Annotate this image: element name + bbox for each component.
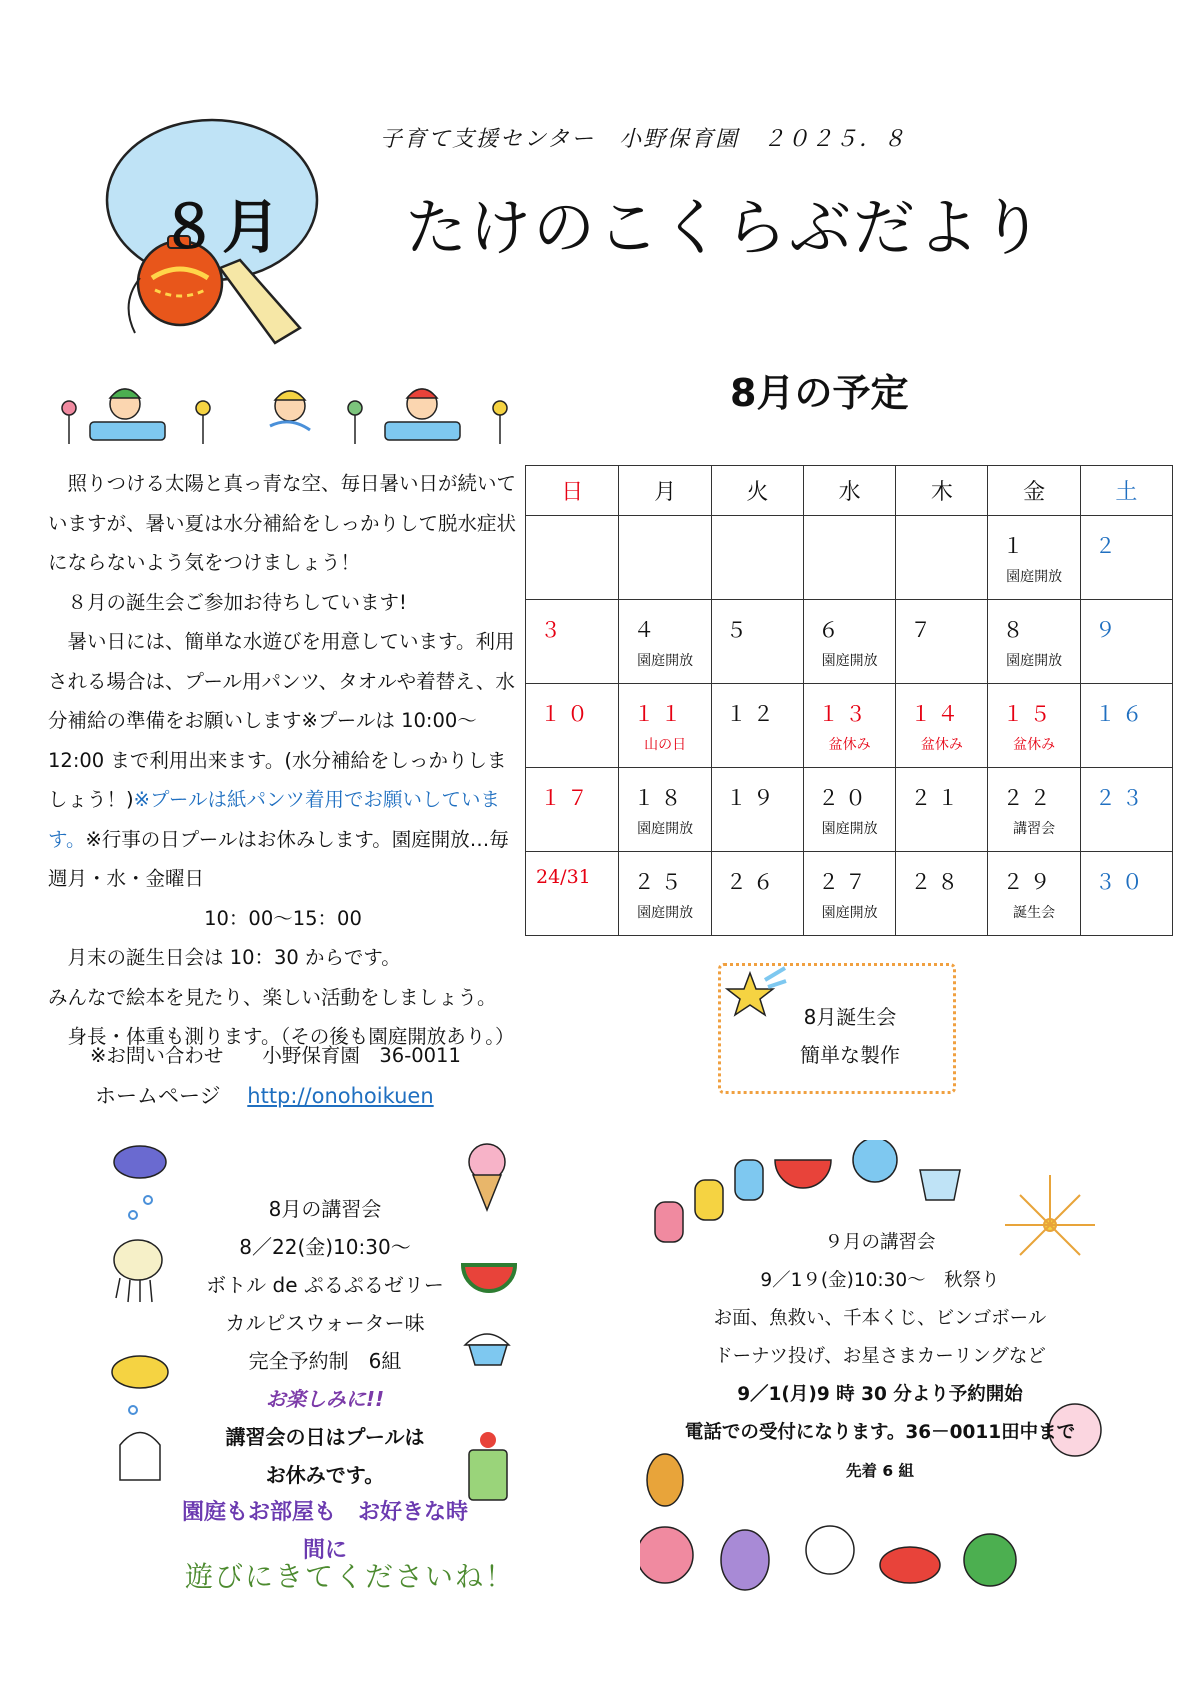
- calendar-day-number: [526, 516, 618, 530]
- schedule-title: 8月の予定: [730, 371, 909, 415]
- weekday-header: 木: [896, 466, 988, 516]
- calendar-day-number: [712, 516, 803, 530]
- weekday-header: 火: [711, 466, 803, 516]
- intro-paragraph: 月末の誕生日会は 10：30 からです。: [67, 946, 401, 969]
- calendar-day-number: ８: [1002, 618, 1030, 642]
- intro-paragraph: みんなで絵本を見たり、楽しい活動をしましょう。: [48, 985, 497, 1009]
- calendar-day-number: ２３: [1094, 786, 1149, 810]
- calendar-day-cell: [526, 852, 619, 936]
- calendar-day-event: 講習会: [1013, 821, 1056, 837]
- calendar-day-number: ３０: [1094, 870, 1149, 894]
- calendar-day-cell: [711, 516, 803, 600]
- homepage-link[interactable]: http://onohoikuen: [247, 1084, 434, 1108]
- calendar-day-number: １０: [540, 702, 594, 726]
- calendar-day-cell: [1080, 684, 1172, 768]
- calendar-day-number: ２９: [1002, 870, 1057, 894]
- calendar-day-number: [804, 516, 895, 530]
- calendar-weekday-row: [526, 466, 1173, 516]
- calendar-day-number: ５: [725, 618, 753, 642]
- calendar-day-cell: [619, 768, 711, 852]
- calendar-day-cell: [619, 684, 711, 768]
- calendar-day-number: １: [1002, 534, 1030, 558]
- calendar-day-event: 園庭開放: [1006, 569, 1063, 585]
- calendar-day-number: １８: [633, 786, 688, 810]
- workshop-date: 9／1９(金)10:30～ 秋祭り: [760, 1270, 1000, 1291]
- calendar-day-number: ６: [817, 618, 845, 642]
- calendar-day-event: 山の日: [644, 737, 687, 753]
- calendar-day-number: ３: [540, 618, 567, 642]
- weekday-header: 月: [619, 466, 711, 516]
- calendar-day-cell: [619, 600, 711, 684]
- intro-paragraph: ８月の誕生会ご参加お待ちしています!: [67, 590, 407, 614]
- calendar-day-cell: [803, 852, 895, 936]
- workshop-activities: ドーナツ投げ、お星さまカーリングなど: [714, 1346, 1046, 1367]
- workshop-pool-note: 講習会の日はプールは: [225, 1425, 425, 1449]
- calendar-day-cell: [711, 684, 803, 768]
- month-label: ８月: [160, 193, 285, 261]
- calendar-day-event: 盆休み: [920, 737, 963, 753]
- calendar-day-cell: [526, 600, 619, 684]
- garden-open-hours: 10：00～15：00: [204, 906, 362, 930]
- calendar-day-number: 24/31: [536, 866, 591, 888]
- calendar-day-cell: [526, 768, 619, 852]
- calendar-day-cell: [988, 516, 1080, 600]
- workshop-date: 8／22(金)10:30～: [239, 1235, 411, 1259]
- calendar-day-number: １６: [1094, 702, 1149, 726]
- calendar-day-cell: [988, 600, 1080, 684]
- workshop-fun-note: お楽しみに!!: [265, 1387, 385, 1411]
- calendar-day-number: １４: [910, 702, 965, 726]
- calendar-day-event: 園庭開放: [1006, 653, 1063, 669]
- calendar-day-event: 園庭開放: [821, 821, 878, 837]
- calendar-day-number: ７: [910, 618, 938, 642]
- calendar-day-cell: [1080, 600, 1172, 684]
- calendar-day-event: 園庭開放: [821, 905, 878, 921]
- sea-creatures-illustration: [108, 1140, 178, 1520]
- calendar-day-event: 盆休み: [1013, 737, 1056, 753]
- calendar-day-cell: [803, 768, 895, 852]
- calendar-day-cell: [711, 600, 803, 684]
- calendar-day-cell: [896, 852, 988, 936]
- calendar-day-cell: [988, 852, 1080, 936]
- calendar-day-cell: [619, 516, 711, 600]
- calendar-day-cell: [526, 684, 619, 768]
- come-play-message: 遊びにきてくださいね！: [185, 1560, 516, 1593]
- calendar-day-event: 園庭開放: [637, 905, 694, 921]
- calendar-day-cell: [988, 684, 1080, 768]
- birthday-line: 簡単な製作: [800, 1043, 900, 1067]
- calendar-day-number: ２８: [910, 870, 965, 894]
- calendar-day-number: ４: [633, 618, 661, 642]
- calendar-day-cell: [803, 516, 895, 600]
- calendar-day-number: ２６: [725, 870, 780, 894]
- weekday-header: 水: [803, 466, 895, 516]
- calendar-week-row: [526, 516, 1173, 600]
- workshop-name: ボトル de ぷるぷるゼリー: [206, 1273, 444, 1297]
- workshop-invite: 園庭もお部屋も お好きな時間に: [181, 1500, 468, 1563]
- intro-text-block: [48, 464, 518, 1057]
- calendar-week-row: [526, 684, 1173, 768]
- calendar-day-number: １１: [633, 702, 688, 726]
- workshop-phone: 電話での受付になります。36－0011田中まで: [684, 1422, 1076, 1443]
- calendar-day-cell: [803, 684, 895, 768]
- calendar-day-event: 園庭開放: [637, 653, 694, 669]
- calendar-day-number: [619, 516, 710, 530]
- calendar-day-number: ２７: [817, 870, 872, 894]
- newsletter-title: たけのこくらぶだより: [405, 191, 1046, 264]
- kids-water-play-illustration: [55, 378, 525, 450]
- calendar-day-cell: [896, 768, 988, 852]
- pool-diaper-note: ※プールは紙パンツ着用でお願いしています。: [48, 788, 500, 851]
- august-calendar: [525, 465, 1173, 936]
- calendar-day-cell: [619, 852, 711, 936]
- workshop-limit: 先着 6 組: [845, 1462, 915, 1480]
- calendar-day-number: １３: [817, 702, 872, 726]
- header-subtitle: 子育て支援センター 小野保育園 ２０２５．８: [380, 127, 908, 152]
- september-workshop: [660, 1224, 1100, 1490]
- calendar-day-number: ２２: [1002, 786, 1057, 810]
- calendar-day-cell: [711, 768, 803, 852]
- calendar-day-event: 盆休み: [828, 737, 871, 753]
- intro-paragraph: 身長・体重も測ります。（その後も園庭開放あり。）: [67, 1025, 515, 1048]
- calendar-day-number: １７: [540, 786, 594, 810]
- workshop-reservation: 9／1(月)9 時 30 分より予約開始: [737, 1384, 1023, 1405]
- calendar-day-cell: [988, 768, 1080, 852]
- calendar-day-cell: [1080, 516, 1172, 600]
- calendar-week-row: [526, 768, 1173, 852]
- calendar-day-number: １９: [725, 786, 780, 810]
- calendar-day-cell: [896, 600, 988, 684]
- weekday-header: 金: [988, 466, 1080, 516]
- calendar-day-number: [896, 516, 987, 530]
- workshop-pool-note: お休みです。: [265, 1463, 385, 1487]
- calendar-day-cell: [1080, 852, 1172, 936]
- calendar-day-number: ２: [1094, 534, 1122, 558]
- workshop-title: 8月の講習会: [268, 1197, 382, 1221]
- calendar-day-cell: [1080, 768, 1172, 852]
- workshop-activities: お面、魚救い、千本くじ、ビンゴボール: [713, 1308, 1047, 1329]
- workshop-name: カルピスウォーター味: [225, 1311, 425, 1335]
- calendar-day-cell: [803, 600, 895, 684]
- homepage-info: ホームページ http://onohoikuen: [95, 1084, 434, 1108]
- august-workshop: [175, 1190, 475, 1570]
- weekday-header: 日: [526, 466, 619, 516]
- calendar-day-number: １５: [1002, 702, 1057, 726]
- birthday-line: 8月誕生会: [803, 1005, 897, 1029]
- calendar-day-number: １２: [725, 702, 780, 726]
- intro-paragraph: 照りつける太陽と真っ青な空、毎日暑い日が続いていますが、暑い夏は水分補給をしっかりして脱水症状にならないよう気をつけましょう！: [48, 472, 517, 574]
- calendar-day-event: 誕生会: [1013, 905, 1056, 921]
- workshop-title: ９月の講習会: [824, 1232, 936, 1253]
- calendar-week-row: [526, 852, 1173, 936]
- weekday-header: 土: [1080, 466, 1172, 516]
- workshop-capacity: 完全予約制 6組: [248, 1349, 402, 1373]
- calendar-day-number: ２５: [633, 870, 688, 894]
- calendar-day-cell: [526, 516, 619, 600]
- calendar-week-row: [526, 600, 1173, 684]
- calendar-day-event: 園庭開放: [821, 653, 878, 669]
- calendar-day-number: ２１: [910, 786, 965, 810]
- intro-paragraph: 暑い日には、簡単な水遊びを用意しています。利用される場合は、プール用パンツ、タオルや着替え、水分補給の準備をお願いします※プールは 10:00～12:00 まで利用出来ます。(水分補給をしっかりしましょう！)※プールは紙パンツ着用でお願いしています。※行事の日プールはお休みします。園庭開放…毎週月・水・金曜日: [48, 630, 515, 890]
- birthday-event-text: [760, 998, 940, 1074]
- contact-info: ※お問い合わせ 小野保育園 36-0011: [90, 1044, 461, 1067]
- calendar-day-number: ９: [1094, 618, 1122, 642]
- calendar-day-cell: [896, 516, 988, 600]
- calendar-day-number: ２０: [817, 786, 872, 810]
- calendar-day-cell: [711, 852, 803, 936]
- calendar-day-cell: [896, 684, 988, 768]
- calendar-day-event: 園庭開放: [637, 821, 694, 837]
